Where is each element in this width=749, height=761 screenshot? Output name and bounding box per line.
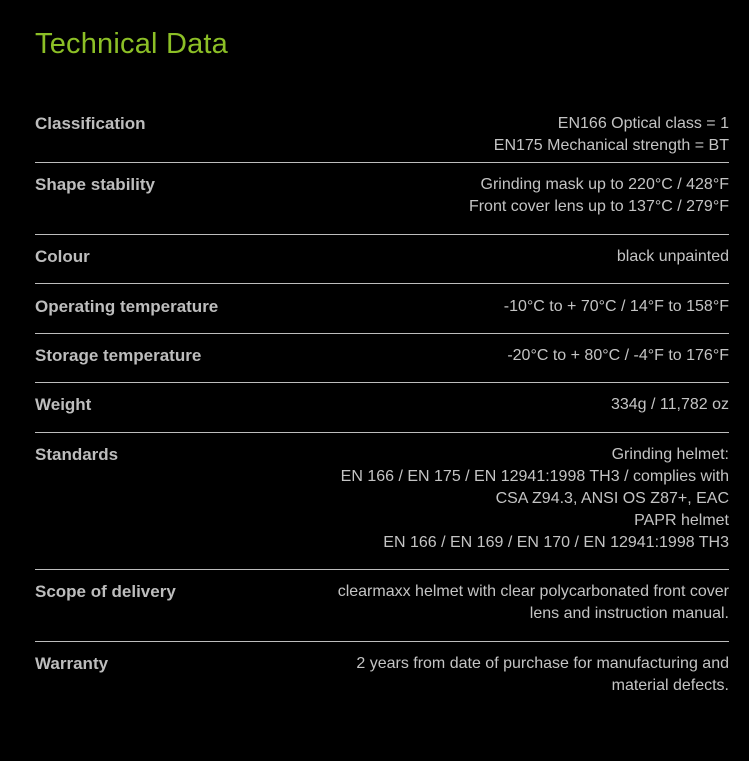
technical-data-table [35, 112, 729, 702]
spec-label: Storage temperature [35, 346, 202, 365]
spec-label: Colour [35, 247, 90, 266]
spec-value [504, 296, 729, 318]
spec-value-line: EN 166 / EN 175 / EN 12941:1998 TH3 / complies with [340, 468, 729, 485]
spec-value-line: EN 166 / EN 169 / EN 170 / EN 12941:1998 TH3 [383, 534, 729, 551]
page-title: Technical Data [35, 28, 229, 60]
spec-row-colour [35, 235, 729, 284]
spec-value-line: clearmaxx helmet with clear polycarbonated front cover [337, 583, 729, 600]
spec-value [507, 345, 729, 367]
spec-value-line: 334g / 11,782 oz [610, 396, 729, 413]
spec-value [611, 394, 729, 416]
spec-row-weight [35, 383, 729, 433]
spec-value-line: black unpainted [616, 248, 729, 265]
spec-value [356, 653, 729, 697]
spec-value-line: -20°C to + 80°C / -4°F to 176°F [507, 347, 729, 364]
spec-value [494, 113, 729, 157]
spec-label: Shape stability [35, 175, 155, 194]
spec-row-standards [35, 433, 729, 570]
spec-value [469, 174, 729, 218]
spec-row-classification [35, 112, 729, 163]
spec-value-line: 2 years from date of purchase for manufacturing and [356, 655, 729, 672]
spec-value-line: Grinding helmet: [611, 446, 729, 463]
spec-label: Standards [35, 445, 119, 464]
spec-value [338, 581, 729, 625]
spec-value-line: Front cover lens up to 137°C / 279°F [468, 198, 729, 215]
spec-row-warranty [35, 642, 729, 702]
spec-value-line: material defects. [611, 677, 729, 694]
spec-row-scope-of-delivery [35, 570, 729, 642]
spec-row-operating-temperature [35, 284, 729, 334]
spec-label: Operating temperature [35, 297, 219, 316]
spec-value-line: CSA Z94.3, ANSI OS Z87+, EAC [495, 490, 729, 507]
spec-value-line: -10°C to + 70°C / 14°F to 158°F [503, 298, 729, 315]
spec-label: Weight [35, 395, 92, 414]
spec-value [617, 246, 729, 268]
spec-label: Classification [35, 114, 146, 133]
spec-value-line: lens and instruction manual. [529, 605, 729, 622]
spec-value [341, 444, 729, 554]
spec-label: Warranty [35, 654, 109, 673]
spec-value-line: PAPR helmet [634, 512, 729, 529]
spec-row-storage-temperature [35, 334, 729, 383]
spec-row-shape-stability [35, 163, 729, 235]
spec-value-line: EN175 Mechanical strength = BT [493, 137, 729, 154]
spec-label: Scope of delivery [35, 582, 176, 601]
spec-value-line: EN166 Optical class = 1 [557, 115, 729, 132]
spec-value-line: Grinding mask up to 220°C / 428°F [480, 176, 729, 193]
